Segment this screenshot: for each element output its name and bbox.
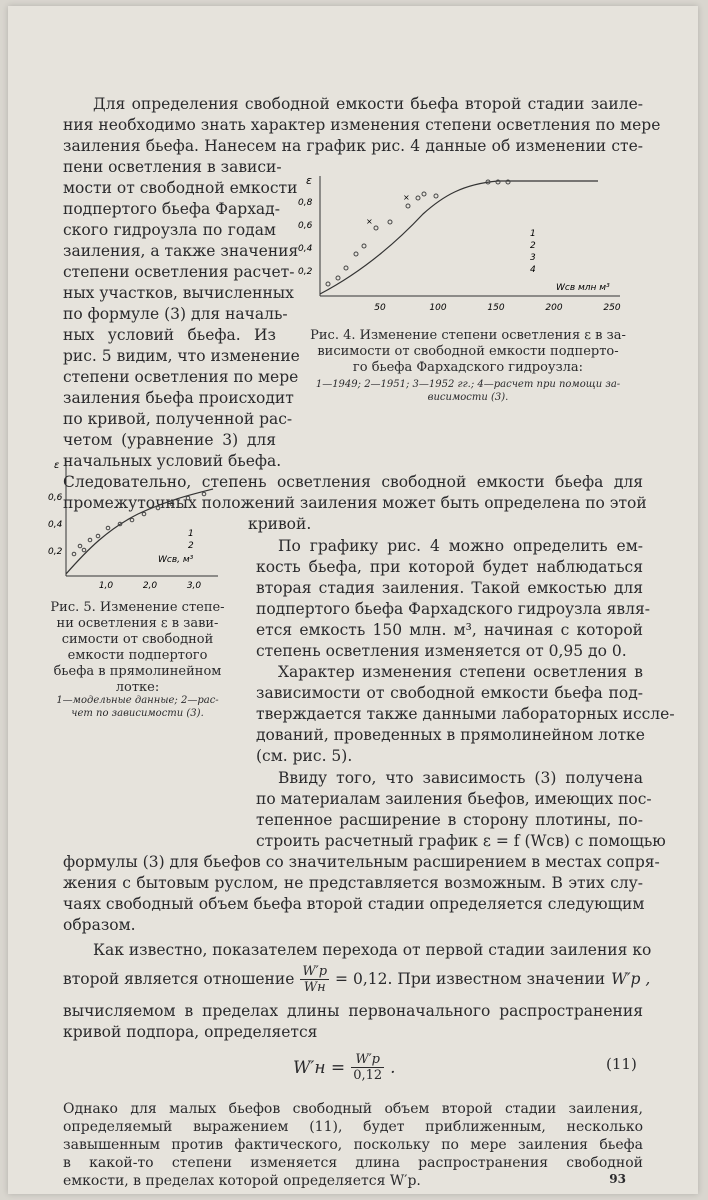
text-fragment: второй является отношение bbox=[63, 970, 295, 988]
y-tick-label: 0,2 bbox=[48, 547, 63, 557]
data-point bbox=[88, 538, 92, 542]
text-line: по формуле (3) для началь- bbox=[63, 305, 288, 323]
data-point bbox=[354, 252, 358, 256]
text-line: определяемый выражением (11), будет приближенным, несколько bbox=[63, 1119, 643, 1135]
calculated-curve bbox=[320, 181, 598, 294]
text-line: заиления бьефа происходит bbox=[63, 389, 294, 407]
x-tick-label: 250 bbox=[603, 303, 621, 313]
data-point bbox=[374, 226, 378, 230]
figure-4-legend bbox=[298, 378, 638, 404]
paragraph-1-head bbox=[63, 94, 661, 157]
data-point bbox=[170, 502, 174, 506]
paragraph-6 bbox=[63, 1100, 643, 1190]
text-line: (см. рис. 5). bbox=[256, 747, 353, 765]
data-point bbox=[202, 492, 206, 496]
legend-line: 1—1949; 2—1951; 3—1952 гг.; 4—расчет при помощи за- bbox=[315, 379, 621, 390]
legend-line: чет по зависимости (3). bbox=[71, 708, 204, 719]
x-axis-label: Wсв, м³ bbox=[158, 555, 194, 565]
fraction-denominator: Wн bbox=[303, 979, 326, 995]
formula-fraction bbox=[351, 1052, 384, 1083]
data-point bbox=[130, 518, 134, 522]
caption-line: Рис. 4. Изменение степени осветления ε в за- bbox=[310, 328, 626, 343]
formula-lhs: W′н = bbox=[293, 1057, 346, 1078]
key-1: 1 bbox=[530, 229, 536, 239]
text-line: степени осветления расчет- bbox=[63, 263, 295, 281]
paragraph-4-column bbox=[256, 768, 666, 852]
text-line: емкости, в пределах которой определяется W′р. bbox=[63, 1173, 421, 1189]
legend-line: 1—модельные данные; 2—рас- bbox=[56, 695, 219, 706]
data-point bbox=[362, 244, 366, 248]
text-line: чаях свободный объем бьефа второй стадии определяется следующим bbox=[63, 895, 645, 913]
text-line: степень осветления изменяется от 0,95 до 0. bbox=[256, 642, 627, 660]
data-point bbox=[186, 496, 190, 500]
x-tick-label: 50 bbox=[374, 303, 386, 313]
text-line: Характер изменения степени осветления в bbox=[278, 663, 643, 681]
text-line: степени осветления по мере bbox=[63, 368, 299, 386]
paragraph-3 bbox=[256, 662, 675, 767]
caption-line: го бьефа Фархадского гидроузла: bbox=[352, 360, 584, 375]
x-tick-label: 100 bbox=[429, 303, 447, 313]
data-point bbox=[406, 204, 410, 208]
text-line bbox=[63, 961, 651, 997]
book-page bbox=[8, 6, 698, 1194]
text-line: подпертого бьефа Фархадского гидроузла явля- bbox=[256, 600, 651, 618]
data-point bbox=[344, 266, 348, 270]
data-point bbox=[416, 196, 420, 200]
text-line: пени осветления в зависи- bbox=[63, 158, 282, 176]
text-line: дований, проведенных в прямолинейном лотке bbox=[256, 726, 645, 744]
text-line: По графику рис. 4 можно определить ем- bbox=[278, 537, 643, 555]
figure-4-chart bbox=[298, 166, 648, 326]
x-tick-label: 3,0 bbox=[186, 581, 202, 591]
text-line: промежуточных положений заиления может быть определена по этой bbox=[63, 494, 647, 512]
page-number: 93 bbox=[609, 1172, 626, 1186]
y-tick-label: 0,2 bbox=[298, 267, 313, 277]
text-line: вторая стадия заиления. Такой емкостью для bbox=[256, 579, 643, 597]
data-point bbox=[106, 526, 110, 530]
formula-tail: . bbox=[390, 1057, 396, 1078]
ratio-fraction bbox=[300, 964, 329, 995]
text-line: ского гидроузла по годам bbox=[63, 221, 276, 239]
y-tick-label: 0,6 bbox=[48, 493, 63, 503]
y-tick-label: 0,6 bbox=[298, 221, 313, 231]
text-fragment: W′р , bbox=[611, 970, 651, 988]
text-line: четом (уравнение 3) для bbox=[63, 431, 276, 449]
caption-line: емкости подпертого bbox=[67, 648, 208, 663]
data-point bbox=[434, 194, 438, 198]
data-point bbox=[422, 192, 426, 196]
text-line: начальных условий бьефа. bbox=[63, 452, 282, 470]
data-point bbox=[336, 276, 340, 280]
caption-line: висимости от свободной емкости подперто- bbox=[317, 344, 619, 359]
text-line: кривой. bbox=[248, 515, 312, 533]
text-line: кость бьефа, при которой будет наблюдаться bbox=[256, 558, 643, 576]
text-line: ния необходимо знать характер изменения степени осветления по мере bbox=[63, 116, 661, 134]
text-line: Ввиду того, что зависимость (3) получена bbox=[278, 769, 643, 787]
text-line: ется емкость 150 млн. м³, начиная с которой bbox=[256, 621, 643, 639]
data-point bbox=[388, 220, 392, 224]
text-line: по кривой, полученной рас- bbox=[63, 410, 293, 428]
text-line: ных условий бьефа. Из bbox=[63, 326, 276, 344]
paragraph-4-tail bbox=[63, 852, 660, 936]
text-line: Для определения свободной емкости бьефа второй стадии заиле- bbox=[93, 95, 643, 113]
key-2: 2 bbox=[530, 241, 536, 251]
text-line: жения с бытовым руслом, не представляется возможным. В этих слу- bbox=[63, 874, 643, 892]
figure-5-chart bbox=[48, 454, 228, 599]
text-line: ных участков, вычисленных bbox=[63, 284, 294, 302]
text-line: формулы (3) для бьефов со значительным расширением в местах сопря- bbox=[63, 853, 660, 871]
paragraph-5 bbox=[63, 940, 652, 1043]
caption-line: ни осветления ε в зави- bbox=[56, 616, 219, 631]
text-line: Следовательно, степень осветления свободной емкости бьефа для bbox=[63, 473, 643, 491]
figure-4-caption bbox=[298, 328, 638, 376]
paragraph-2 bbox=[256, 536, 651, 662]
text-line: мости от свободной емкости bbox=[63, 179, 298, 197]
scatter-points bbox=[326, 180, 510, 286]
text-line: Однако для малых бьефов свободный объем второй стадии заиления, bbox=[63, 1101, 643, 1117]
fraction-denominator: 0,12 bbox=[353, 1068, 383, 1083]
equation-number: (11) bbox=[606, 1055, 637, 1073]
x-tick-label: 2,0 bbox=[142, 581, 158, 591]
key-1: 1 bbox=[188, 529, 194, 539]
data-point bbox=[72, 552, 76, 556]
y-tick-label: 0,4 bbox=[298, 244, 313, 254]
caption-line: симости от свободной bbox=[61, 632, 214, 647]
caption-line: бьефа в прямолинейном bbox=[53, 664, 222, 679]
text-line: тепенное расширение в сторону плотины, по- bbox=[256, 811, 643, 829]
text-line: по материалам заиления бьефов, имеющих пос- bbox=[256, 790, 652, 808]
text-line: заиления бьефа. Нанесем на график рис. 4 данные об изменении сте- bbox=[63, 137, 643, 155]
paragraph-1-column bbox=[63, 157, 300, 472]
figure-5-caption bbox=[30, 600, 245, 696]
text-fragment: = 0,12. При известном значении bbox=[335, 970, 606, 988]
text-line: в какой-то степени изменяется длина распространения свободной bbox=[63, 1155, 643, 1171]
text-line: зависимости от свободной емкости бьефа под- bbox=[256, 684, 643, 702]
data-point bbox=[82, 548, 86, 552]
y-axis-label: ε bbox=[306, 174, 312, 187]
x-tick-label: 200 bbox=[545, 303, 563, 313]
caption-line: Рис. 5. Изменение степе- bbox=[50, 600, 225, 615]
text-line: подпертого бьефа Фархад- bbox=[63, 200, 280, 218]
text-line: кривой подпора, определяется bbox=[63, 1023, 318, 1041]
text-line: вычисляемом в пределах длины первоначального распространения bbox=[63, 1002, 643, 1020]
x-tick-label: 1,0 bbox=[98, 581, 114, 591]
x-tick-label: 150 bbox=[487, 303, 505, 313]
text-line: Как известно, показателем перехода от первой стадии заиления ко bbox=[93, 941, 652, 959]
text-line: образом. bbox=[63, 916, 136, 934]
y-tick-label: 0,4 bbox=[48, 520, 63, 530]
text-line: завышенным против фактического, поскольку по мере заиления бьефа bbox=[63, 1137, 643, 1153]
data-point-x: × bbox=[366, 217, 373, 226]
fraction-numerator: W′р bbox=[351, 1052, 384, 1068]
data-point bbox=[142, 512, 146, 516]
data-point bbox=[326, 282, 330, 286]
data-point-x: × bbox=[403, 193, 410, 202]
figure-5-legend bbox=[30, 694, 245, 720]
text-line: рис. 5 видим, что изменение bbox=[63, 347, 300, 365]
legend-line: висимости (3). bbox=[427, 392, 509, 403]
fraction-numerator: W′р bbox=[302, 963, 328, 979]
data-point bbox=[96, 534, 100, 538]
text-line: строить расчетный график ε = f (Wсв) с помощью bbox=[256, 832, 666, 850]
y-axis-label: ε bbox=[54, 460, 60, 471]
text-line: заиления, а также значения bbox=[63, 242, 299, 260]
x-axis-label: Wсв млн м³ bbox=[556, 283, 610, 293]
data-point bbox=[156, 506, 160, 510]
key-4: 4 bbox=[530, 265, 536, 275]
figure-4-key bbox=[530, 229, 536, 275]
text-line: тверждается также данными лабораторных иссле- bbox=[256, 705, 675, 723]
caption-line: лотке: bbox=[115, 680, 160, 695]
data-point bbox=[78, 544, 82, 548]
key-3: 3 bbox=[530, 253, 536, 263]
key-2: 2 bbox=[188, 541, 194, 551]
formula-11 bbox=[293, 1052, 396, 1083]
y-tick-label: 0,8 bbox=[298, 198, 313, 208]
